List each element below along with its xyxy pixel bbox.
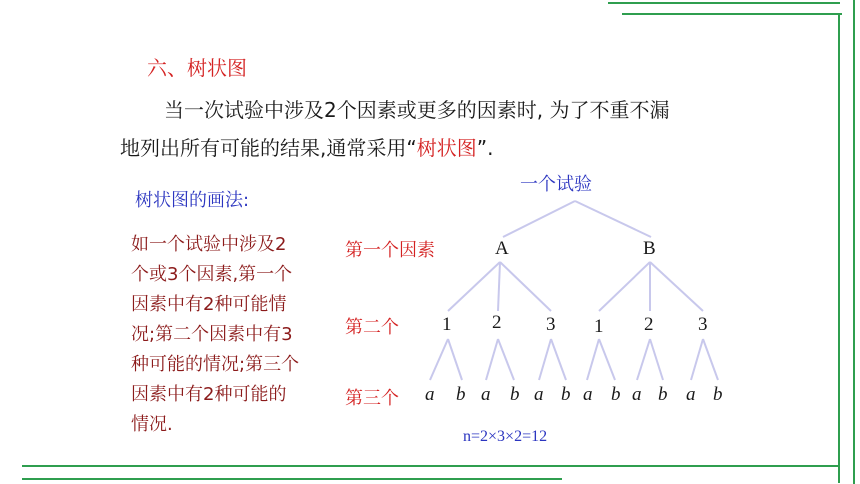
tree-branch — [691, 339, 703, 380]
description-line: 个或3个因素,第一个 — [131, 264, 293, 285]
tree-branch — [448, 339, 462, 380]
tree-node-level2: 2 — [644, 314, 654, 335]
factor-3-label: 第三个 — [345, 388, 399, 409]
tree-branch — [498, 339, 514, 380]
tree-node-level2: 3 — [698, 314, 708, 335]
method-title: 树状图的画法: — [135, 190, 250, 211]
outcome-formula: n=2×3×2=12 — [463, 428, 548, 445]
tree-leaf: b — [611, 384, 621, 405]
tree-branch — [703, 339, 718, 380]
tree-branch — [448, 262, 500, 311]
description-line: 况;第二个因素中有3 — [131, 324, 293, 345]
intro-highlight-term: 树状图 — [416, 136, 477, 160]
tree-leaf: b — [658, 384, 668, 405]
tree-node-level2: 3 — [546, 314, 556, 335]
tree-leaf: a — [425, 384, 435, 405]
description-line: 因素中有2种可能的 — [131, 384, 287, 405]
intro-line-2-end: ”. — [476, 136, 494, 160]
tree-branch — [650, 339, 663, 380]
tree-branch — [650, 262, 703, 311]
description-line: 情况. — [131, 414, 173, 435]
tree-leaf: b — [510, 384, 520, 405]
tree-node-level2: 1 — [594, 316, 604, 337]
tree-leaf: a — [534, 384, 544, 405]
intro-line-2-start: 地列出所有可能的结果,通常采用“ — [120, 136, 417, 160]
tree-branch — [575, 201, 651, 237]
tree-branch — [539, 339, 551, 380]
tree-node-a: A — [495, 238, 509, 259]
tree-node-level2: 1 — [442, 314, 452, 335]
description-line: 因素中有2种可能情 — [131, 294, 287, 315]
factor-2-label: 第二个 — [345, 317, 399, 338]
tree-branch — [599, 339, 615, 380]
tree-branch — [498, 262, 500, 311]
tree-branch-lines — [430, 201, 718, 380]
description-line: 如一个试验中涉及2 — [131, 234, 287, 255]
description-line: 种可能的情况;第三个 — [131, 354, 300, 375]
tree-branch — [486, 339, 498, 380]
tree-root-label: 一个试验 — [520, 174, 592, 195]
tree-leaf: a — [583, 384, 593, 405]
tree-node-level2: 2 — [492, 312, 502, 333]
tree-leaf: b — [561, 384, 571, 405]
tree-branch — [637, 339, 650, 380]
tree-leaf: a — [632, 384, 642, 405]
tree-branch — [587, 339, 599, 380]
tree-leaf: b — [456, 384, 466, 405]
tree-leaf: b — [713, 384, 723, 405]
tree-leaf: a — [481, 384, 491, 405]
tree-branch — [430, 339, 448, 380]
section-title: 六、树状图 — [147, 56, 247, 80]
tree-branch — [500, 262, 551, 311]
factor-1-label: 第一个因素 — [345, 240, 435, 261]
tree-branch — [503, 201, 575, 237]
tree-branch — [551, 339, 566, 380]
tree-leaf: a — [686, 384, 696, 405]
tree-node-b: B — [643, 238, 656, 259]
tree-branch — [599, 262, 650, 311]
intro-line-1: 当一次试验中涉及2个因素或更多的因素时, 为了不重不漏 — [164, 98, 670, 122]
